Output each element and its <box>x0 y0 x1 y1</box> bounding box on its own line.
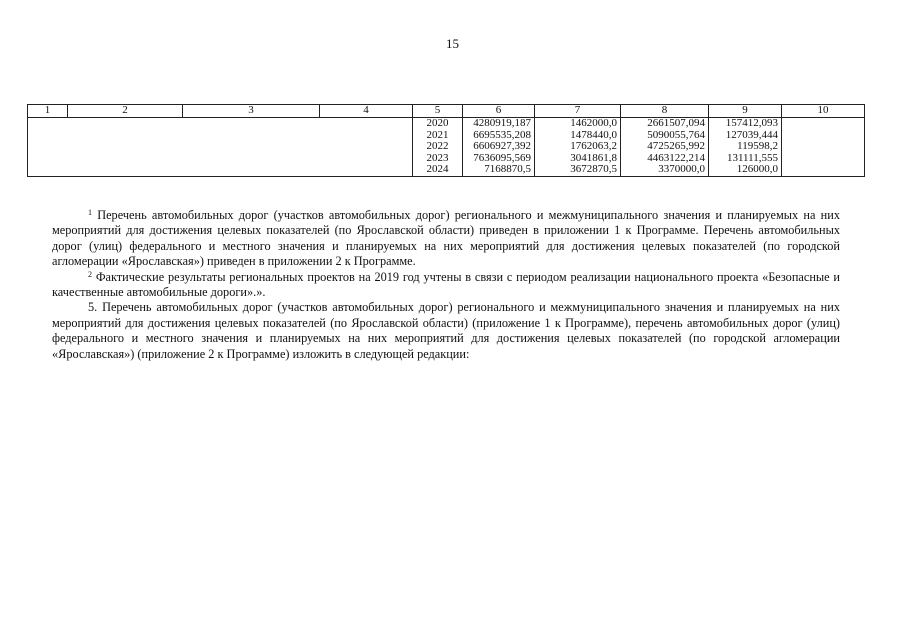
year-cell: 2020 2021 2022 2023 2024 <box>413 118 463 177</box>
footnote-mark: 1 <box>88 208 92 217</box>
notes-section <box>52 208 840 362</box>
header-cell: 10 <box>782 105 865 118</box>
footnote-text: Перечень автомобильных дорог (участков автомобильных дорог) регионального и межмуниципального значения и планируемых на них мероприятий для достижения целевых показателей (по Ярославской области) приведен в приложении 1 к Программе. Перечень автомобильных дорог (улиц) федерального и местного значения и планируемых на них мероприятий для достижения целевых показателей (по городской агломерации «Ярославская») приведен в приложении 2 к Программе. <box>52 208 840 269</box>
value-cell-col9: 157412,093 127039,444 119598,2 131111,555 126000,0 <box>709 118 782 177</box>
header-cell: 2 <box>68 105 183 118</box>
header-cell: 5 <box>413 105 463 118</box>
header-cell: 4 <box>320 105 413 118</box>
empty-cell <box>28 118 413 177</box>
header-cell: 3 <box>183 105 320 118</box>
data-table <box>27 104 865 177</box>
footnote-2 <box>52 270 840 301</box>
table-row <box>28 118 865 177</box>
header-cell: 7 <box>535 105 621 118</box>
value-cell-col8: 2661507,094 5090055,764 4725265,992 4463122,214 3370000,0 <box>621 118 709 177</box>
empty-cell-col10 <box>782 118 865 177</box>
footnote-text: Фактические результаты региональных проектов на 2019 год учтены в связи с периодом реализации национального проекта «Безопасные и качественные автомобильные дороги».». <box>52 269 841 300</box>
page-number: 15 <box>446 36 459 51</box>
value-cell-col7: 1462000,0 1478440,0 1762063,2 3041861,8 3672870,5 <box>535 118 621 177</box>
paragraph-5: 5. Перечень автомобильных дорог (участков автомобильных дорог) регионального и межмуниципального значения и планируемых на них мероприятий для достижения целевых показателей (по Ярославской области) (приложение 1 к Программе), перечень автомобильных дорог (улиц) федерального и местного значения и планируемых на них мероприятий для достижения целевых показателей (по городской агломерации «Ярославская») (приложение 2 к Программе) изложить в следующей редакции: <box>52 300 840 361</box>
header-cell: 6 <box>463 105 535 118</box>
header-cell: 9 <box>709 105 782 118</box>
footnote-mark: 2 <box>88 269 92 279</box>
table-header-row <box>28 105 865 118</box>
value-cell-col6: 4280919,187 6695535,208 6606927,392 7636095,569 7168870,5 <box>463 118 535 177</box>
header-cell: 8 <box>621 105 709 118</box>
header-cell: 1 <box>28 105 68 118</box>
footnote-1 <box>52 208 840 270</box>
